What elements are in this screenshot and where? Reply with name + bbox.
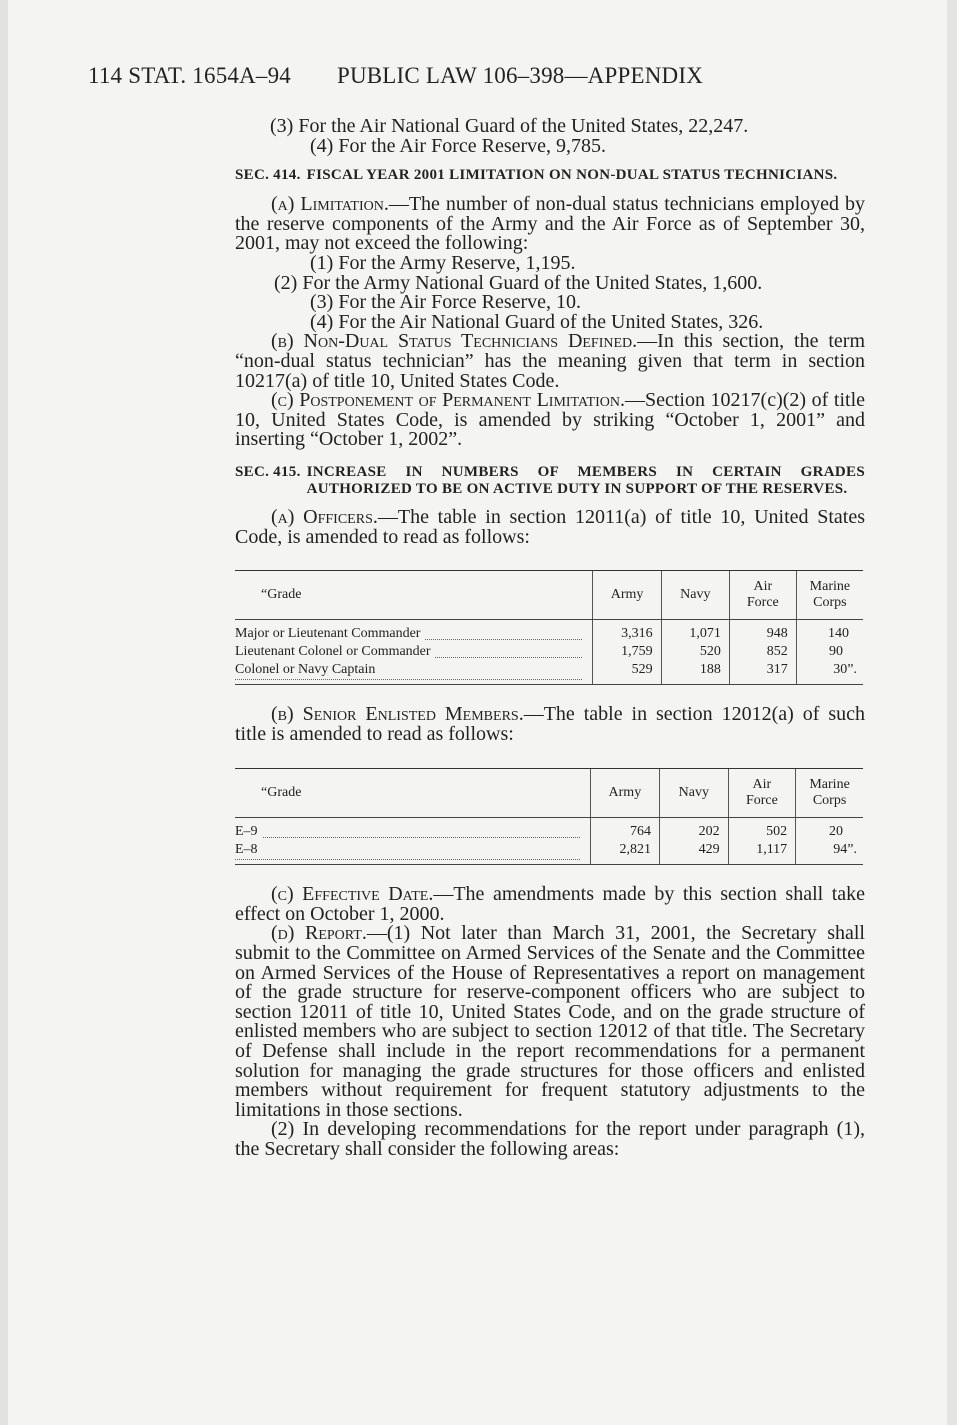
section-415-subsection-d (235, 924, 865, 1120)
subsection-a-heading: (a) Limitation. (271, 193, 389, 216)
subsection-b-text: —In this section, the term “non-dual status technician” has the meaning given that term in section 10217(a) of title 10, United States Code. (235, 330, 865, 392)
section-415-subsection-c (235, 885, 865, 924)
limitation-item-1: (1) For the Army Reserve, 1,195. (310, 251, 576, 274)
report-heading: (d) Report. (271, 922, 367, 945)
section-415-number: SEC. 415. (235, 463, 301, 480)
limitation-item-4: (4) For the Air National Guard of the United States, 326. (310, 310, 764, 333)
grade-label: Major or Lieutenant Commander (235, 626, 424, 641)
section-414-heading (235, 167, 865, 184)
table-row (235, 842, 863, 865)
table-row (235, 662, 863, 685)
marine-corps-header-text: Marine Corps (809, 579, 851, 611)
column-header-army: Army (593, 571, 661, 620)
table-header-row (235, 769, 863, 818)
column-header-grade: “Grade (235, 571, 593, 620)
section-414-title: FISCAL YEAR 2001 LIMITATION ON NON-DUAL STATUS TECHNICIANS. (306, 167, 838, 184)
section-414-subsection-c (235, 391, 865, 450)
effective-date-heading: (c) Effective Date. (271, 883, 434, 906)
senior-enlisted-table (235, 768, 863, 865)
section-415-subsection-b (235, 705, 865, 744)
limitation-item-3: (3) For the Air Force Reserve, 10. (310, 291, 582, 314)
army-value: 764 (590, 824, 659, 842)
officers-text: —The table in section 12011(a) of title 10, United States Code, is amended to read as follows: (235, 505, 866, 548)
grade-label: Lieutenant Colonel or Commander (235, 644, 435, 659)
section-415-heading (235, 464, 865, 498)
air-force-value: 948 (729, 626, 796, 644)
marine-corps-value: 30”. (796, 662, 863, 685)
navy-value: 520 (661, 644, 729, 662)
navy-value: 188 (661, 662, 729, 685)
statute-citation: 114 STAT. 1654A–94 (88, 63, 292, 88)
paragraph-carryover-4: (4) For the Air Force Reserve, 9,785. (310, 134, 607, 157)
effective-date-text: —The amendments made by this section shall take effect on October 1, 2000. (235, 883, 865, 925)
column-header-army: Army (590, 769, 659, 818)
navy-value: 202 (659, 824, 728, 842)
army-value: 2,821 (590, 842, 659, 865)
navy-value: 1,071 (661, 626, 729, 644)
army-value: 1,759 (593, 644, 661, 662)
section-414-subsection-a (235, 195, 865, 254)
army-value: 3,316 (593, 626, 661, 644)
column-header-navy: Navy (659, 769, 728, 818)
table-row (235, 824, 863, 842)
limitation-item-2: (2) For the Army National Guard of the United States, 1,600. (274, 271, 763, 294)
marine-corps-value: 140 (796, 626, 863, 644)
grade-label: Colonel or Navy Captain (235, 662, 379, 677)
table-row (235, 626, 863, 644)
officers-heading: (a) Officers. (271, 505, 378, 528)
column-header-grade: “Grade (235, 769, 590, 818)
law-title: PUBLIC LAW 106–398—APPENDIX (336, 63, 704, 88)
air-force-value: 852 (729, 644, 796, 662)
section-414-subsection-b (235, 332, 865, 391)
scan-edge-left (0, 0, 8, 1425)
grade-label: E–9 (235, 824, 262, 839)
column-header-marine-corps (796, 769, 863, 818)
subsection-a-text: —The number of non-dual status technicians employed by the reserve components of the Army and the Air Force as of September 30, 2001, may not exceed the following: (235, 193, 866, 255)
officers-table (235, 570, 863, 685)
section-414-number: SEC. 414. (235, 167, 301, 184)
column-header-marine-corps (796, 571, 863, 620)
subsection-c-text: —Section 10217(c)(2) of title 10, United States Code, is amended by striking “October 1, 2001” and inserting “October 1, 2002”. (235, 389, 865, 451)
air-force-value: 317 (729, 662, 796, 685)
scan-edge-right (947, 0, 957, 1425)
marine-corps-value: 20 (796, 824, 863, 842)
subsection-c-heading: (c) Postponement of Permanent Limitation. (271, 389, 625, 412)
air-force-value: 502 (728, 824, 796, 842)
section-415-title: INCREASE IN NUMBERS OF MEMBERS IN CERTAIN GRADES AUTHORIZED TO BE ON ACTIVE DUTY IN SUPPORT OF THE RESERVES. (306, 463, 865, 497)
army-value: 529 (593, 662, 661, 685)
subsection-b-heading: (b) Non-Dual Status Technicians Defined. (271, 330, 638, 353)
column-header-air-force (729, 571, 796, 620)
page-body (235, 117, 865, 1160)
air-force-header-text: Air Force (745, 777, 778, 809)
marine-corps-value: 90 (796, 644, 863, 662)
section-415-subsection-a (235, 505, 866, 548)
column-header-navy: Navy (661, 571, 729, 620)
running-header (88, 63, 868, 89)
air-force-value: 1,117 (728, 842, 796, 865)
table-header-row (235, 571, 863, 620)
table-row (235, 644, 863, 662)
report-text: —(1) Not later than March 31, 2001, the Secretary shall submit to the Committee on Armed Services of the Senate and the Committee on Armed Services of the House of Representatives a report on management of the grade structure for reserve-component officers who are subject to section 12011 of title 10, United States Code, and on the grade structure of enlisted members who are subject to section 12012 of that title. The Secretary of Defense shall include in the report recommendations for a permanent solution for managing the grade structures for those officers and enlisted members without requirement for frequent statutory adjustments to the limitations in those sections. (235, 922, 865, 1121)
paragraph-carryover-3: (3) For the Air National Guard of the United States, 22,247. (270, 115, 749, 137)
senior-enlisted-heading: (b) Senior Enlisted Members. (271, 703, 524, 726)
grade-label: E–8 (235, 842, 262, 857)
air-force-header-text: Air Force (746, 579, 779, 611)
marine-corps-value: 94”. (796, 842, 863, 865)
senior-enlisted-text: —The table in section 12012(a) of such title is amended to read as follows: (235, 703, 865, 745)
marine-corps-header-text: Marine Corps (809, 777, 850, 809)
column-header-air-force (728, 769, 796, 818)
navy-value: 429 (659, 842, 728, 865)
section-415-subsection-d-2: (2) In developing recommendations for the report under paragraph (1), the Secretary shall consider the following areas: (235, 1118, 865, 1160)
